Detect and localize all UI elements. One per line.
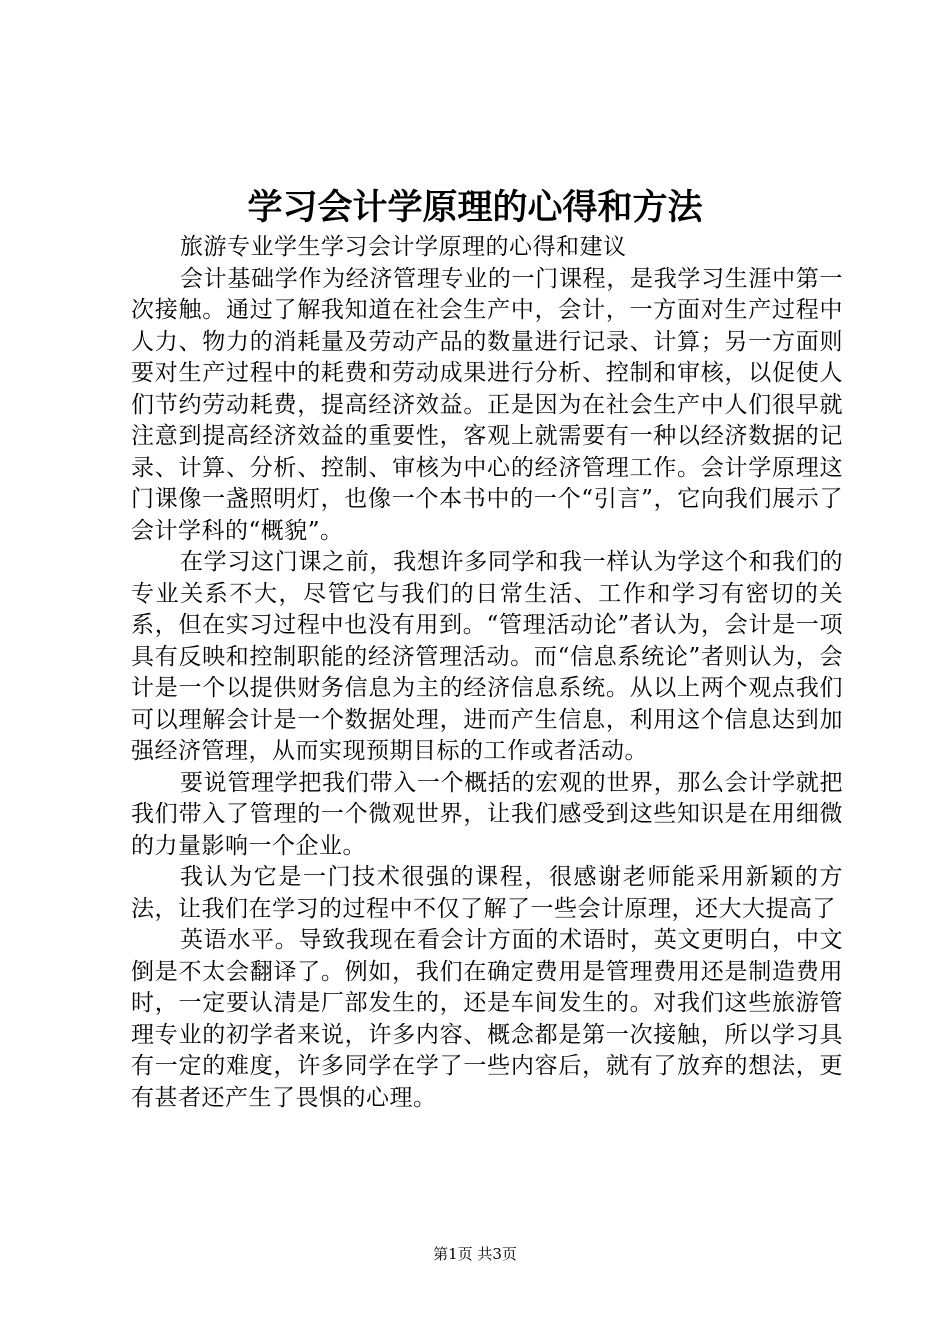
- paragraph: 会计基础学作为经济管理专业的一门课程，是我学习生涯中第一次接触。通过了解我知道在社会生产中，会计，一方面对生产过程中人力、物力的消耗量及劳动产品的数量进行记录、计算；另一方面则要对生产过程中的耗费和劳动成果进行分析、控制和审核，以促使人们节约劳动耗费，提高经济效益。正是因为在社会生产中人们很早就注意到提高经济效益的重要性，客观上就需要有一种以经济数据的记录、计算、分析、控制、审核为中心的经济管理工作。会计学原理这门课像一盏照明灯，也像一个本书中的一个“引言”，它向我们展示了会计学科的“概貌”。: [131, 265, 843, 544]
- paragraph: 要说管理学把我们带入一个概括的宏观的世界，那么会计学就把我们带入了管理的一个微观世界，让我们感受到这些知识是在用细微的力量影响一个企业。: [131, 769, 843, 859]
- document-title: 学习会计学原理的心得和方法: [247, 187, 703, 228]
- document-body: [131, 232, 843, 1114]
- page-number-footer: 第1页 共3页: [433, 1245, 517, 1263]
- paragraph: 在学习这门课之前，我想许多同学和我一样认为学这个和我们的专业关系不大，尽管它与我们的日常生活、工作和学习有密切的关系，但在实习过程中也没有用到。“管理活动论”者认为，会计是一项具有反映和控制职能的经济管理活动。而“信息系统论”者则认为，会计是一个以提供财务信息为主的经济信息系统。从以上两个观点我们可以理解会计是一个数据处理，进而产生信息，利用这个信息达到加强经济管理，从而实现预期目标的工作或者活动。: [131, 549, 843, 764]
- paragraph-subtitle: 旅游专业学生学习会计学原理的心得和建议: [180, 234, 627, 260]
- paragraph: 我认为它是一门技术很强的课程，很感谢老师能采用新颖的方法，让我们在学习的过程中不仅了解了一些会计原理，还大大提高了: [131, 864, 843, 922]
- paragraph: 英语水平。导致我现在看会计方面的术语时，英文更明白，中文倒是不太会翻译了。例如，我们在确定费用是管理费用还是制造费用时，一定要认清是厂部发生的，还是车间发生的。对我们这些旅游管理专业的初学者来说，许多内容、概念都是第一次接触，所以学习具有一定的难度，许多同学在学了一些内容后，就有了放弃的想法，更有甚者还产生了畏惧的心理。: [131, 927, 843, 1111]
